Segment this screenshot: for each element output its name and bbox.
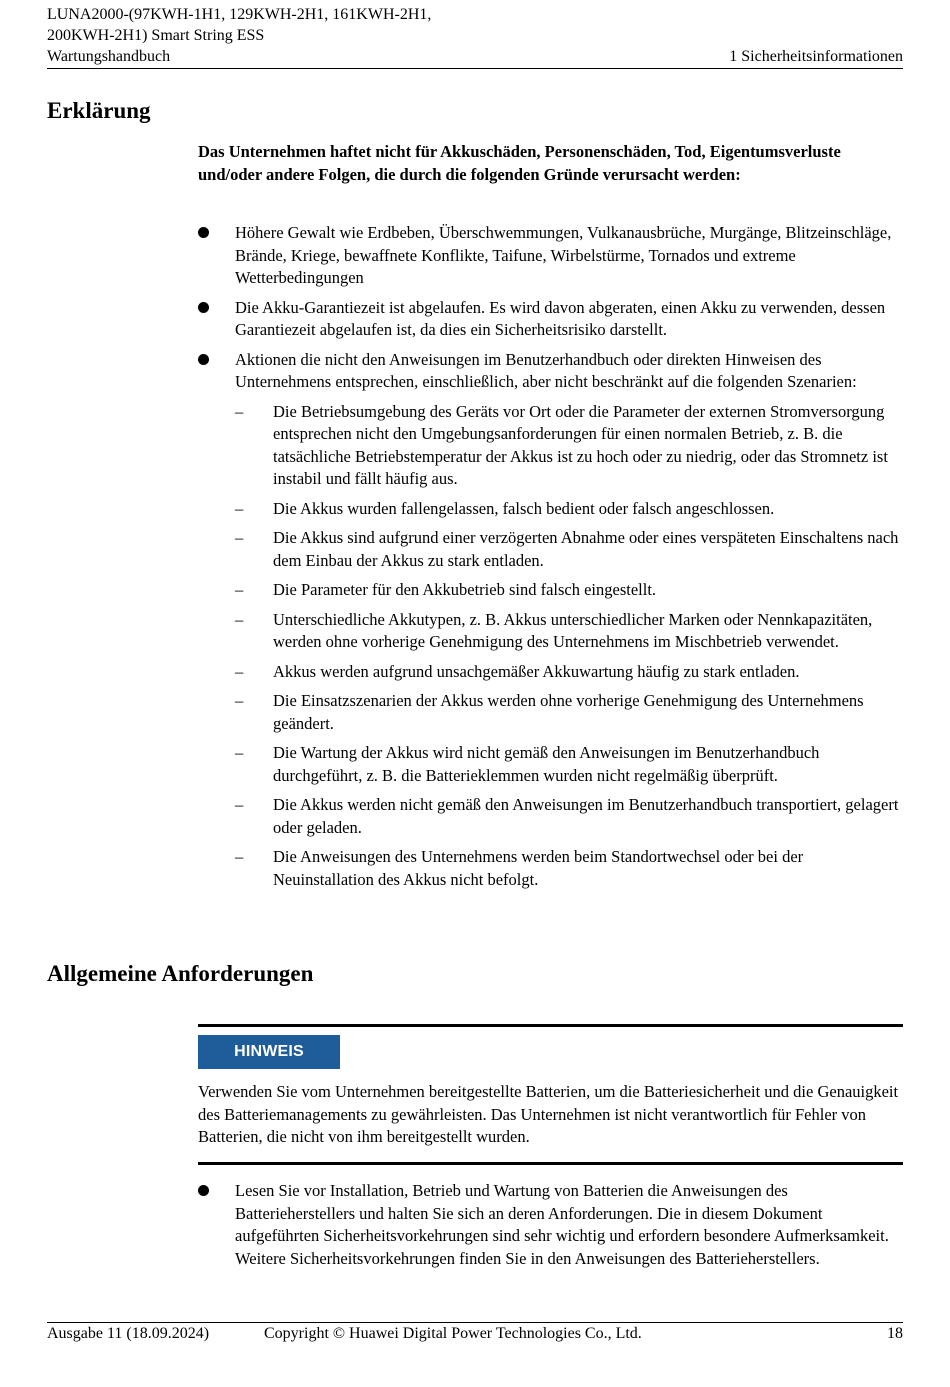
- sub-list-item: [235, 846, 903, 891]
- list-item-text: Lesen Sie vor Installation, Betrieb und Wartung von Batterien die Anweisungen des Batterieherstellers und halten Sie sich an deren Anforderungen. Die in diesem Dokument aufgeführten Sicherheitsvorkehrungen sind sehr wichtig und erfordern besondere Aufmerksamkeit. Weitere Sicherheitsvorkehrungen finden Sie in den Anweisungen des Batterieherstellers.: [235, 1181, 889, 1268]
- scenario-sub-list: [235, 401, 903, 892]
- notice-badge: HINWEIS: [198, 1035, 340, 1069]
- dash-marker: –: [235, 847, 244, 866]
- dash-marker: –: [235, 528, 244, 547]
- dash-marker: –: [235, 795, 244, 814]
- list-item-text: Höhere Gewalt wie Erdbeben, Überschwemmungen, Vulkanausbrüche, Murgänge, Blitzeinschläge, Brände, Kriege, bewaffnete Konflikte, Taifune, Wirbelstürme, Tornados und extreme Wetterbedingungen: [235, 223, 892, 287]
- list-item-text: Aktionen die nicht den Anweisungen im Benutzerhandbuch oder direkten Hinweisen des Unternehmens entsprechen, einschließlich, aber nicht beschränkt auf die folgenden Szenarien:: [235, 349, 857, 391]
- sub-list-item: [235, 498, 903, 521]
- list-item: [198, 349, 903, 892]
- sub-list-item-text: Akkus werden aufgrund unsachgemäßer Akkuwartung häufig zu stark entladen.: [273, 661, 800, 681]
- dash-marker: –: [235, 580, 244, 599]
- dash-marker: –: [235, 498, 244, 518]
- sub-list-item-text: Die Akkus wurden fallengelassen, falsch bedient oder falsch angeschlossen.: [273, 498, 775, 518]
- footer-page-number: 18: [887, 1325, 903, 1342]
- notice-bottom-rule: [198, 1162, 903, 1165]
- sub-list-item: [235, 527, 903, 572]
- bullet-icon: [198, 227, 209, 238]
- dash-marker: –: [235, 401, 244, 421]
- sub-list-item: [235, 742, 903, 787]
- list-item: [198, 297, 903, 342]
- dash-marker: –: [235, 661, 244, 681]
- sub-list-item-text: Unterschiedliche Akkutypen, z. B. Akkus unterschiedlicher Marken oder Nennkapazitäten, werden ohne vorherige Genehmigung des Unternehmens im Mischbetrieb verwendet.: [273, 609, 873, 651]
- footer-issue: Ausgabe 11 (18.09.2024): [47, 1325, 210, 1342]
- page-header: [47, 4, 903, 67]
- requirements-bullet-list: [198, 1180, 903, 1277]
- dash-marker: –: [235, 743, 244, 762]
- sub-list-item: [235, 579, 903, 602]
- sub-list-item-text: Die Parameter für den Akkubetrieb sind falsch eingestellt.: [273, 580, 657, 599]
- sub-list-item: [235, 609, 903, 654]
- sub-list-item-text: Die Wartung der Akkus wird nicht gemäß den Anweisungen im Benutzerhandbuch durchgeführt, z. B. die Batterieklemmen wurden nicht regelmäßig überprüft.: [273, 743, 820, 785]
- sub-list-item: [235, 401, 903, 491]
- sub-list-item-text: Die Akkus werden nicht gemäß den Anweisungen im Benutzerhandbuch transportiert, gelagert oder geladen.: [273, 795, 899, 837]
- sub-list-item-text: Die Anweisungen des Unternehmens werden beim Standortwechsel oder bei der Neuinstallation des Akkus nicht befolgt.: [273, 847, 804, 889]
- list-item: [198, 222, 903, 290]
- section-heading-erklaerung: Erklärung: [47, 98, 151, 123]
- sub-list-item: [235, 661, 903, 684]
- sub-list-item: [235, 690, 903, 735]
- bullet-icon: [198, 354, 209, 365]
- disclaimer-bullet-list: [198, 222, 903, 898]
- sub-list-item-text: Die Akkus sind aufgrund einer verzögerten Abnahme oder eines verspäteten Einschaltens nach dem Einbau der Akkus zu stark entladen.: [273, 528, 899, 570]
- header-title-line3: Wartungshandbuch: [47, 48, 171, 65]
- list-item-text: Die Akku-Garantiezeit ist abgelaufen. Es wird davon abgeraten, einen Akku zu verwenden, dessen Garantiezeit abgelaufen ist, da dies ein Sicherheitsrisiko darstellt.: [235, 297, 886, 339]
- section-heading-allgemeine-anforderungen: Allgemeine Anforderungen: [47, 961, 314, 986]
- dash-marker: –: [235, 691, 244, 710]
- header-divider: [47, 68, 903, 69]
- list-item: [198, 1180, 903, 1270]
- header-title-line1: LUNA2000-(97KWH-1H1, 129KWH-2H1, 161KWH-2H1,: [47, 6, 432, 23]
- notice-top-rule: [198, 1024, 903, 1027]
- notice-text: Verwenden Sie vom Unternehmen bereitgestellte Batterien, um die Batteriesicherheit und die Genauigkeit des Batteriemanagements zu gewährleisten. Das Unternehmen ist nicht verantwortlich für Fehler von Batterien, die nicht von ihm bereitgestellt wurden.: [198, 1082, 899, 1146]
- header-chapter: 1 Sicherheitsinformationen: [729, 48, 903, 65]
- disclaimer-intro: Das Unternehmen haftet nicht für Akkuschäden, Personenschäden, Tod, Eigentumsverluste und/oder andere Folgen, die durch die folgenden Gründe verursacht werden:: [198, 142, 841, 184]
- sub-list-item-text: Die Einsatzszenarien der Akkus werden ohne vorherige Genehmigung des Unternehmens geändert.: [273, 691, 864, 733]
- sub-list-item-text: Die Betriebsumgebung des Geräts vor Ort oder die Parameter der externen Stromversorgung entsprechen nicht den Umgebungsanforderungen für einen normalen Betrieb, z. B. die tatsächliche Betriebstemperatur der Akkus ist zu hoch oder zu niedrig, oder das Stromnetz ist instabil und fällt häufig aus.: [273, 401, 888, 488]
- sub-list-item: [235, 794, 903, 839]
- header-title-line2: 200KWH-2H1) Smart String ESS: [47, 27, 265, 44]
- dash-marker: –: [235, 609, 244, 629]
- footer-copyright: Copyright © Huawei Digital Power Technologies Co., Ltd.: [264, 1325, 642, 1342]
- bullet-icon: [198, 302, 209, 313]
- bullet-icon: [198, 1185, 209, 1196]
